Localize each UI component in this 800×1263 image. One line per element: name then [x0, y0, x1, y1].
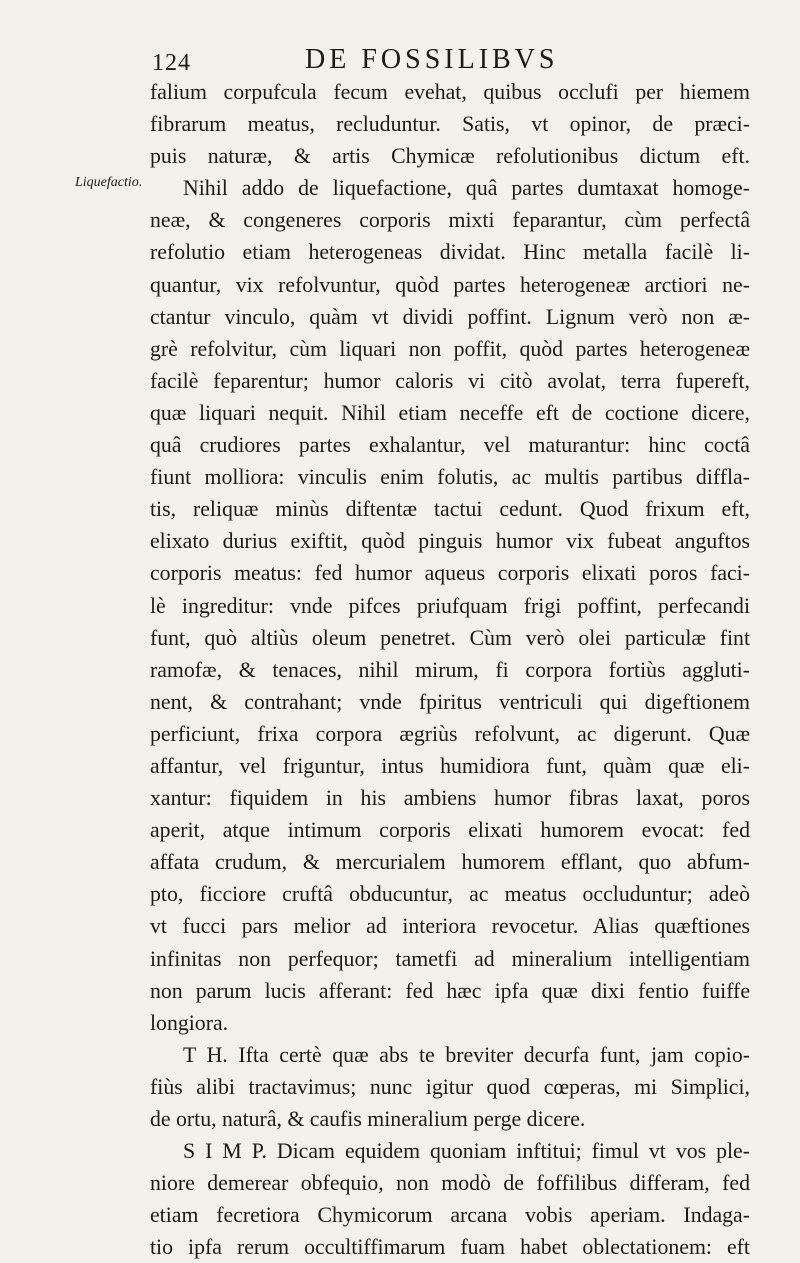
text-line: longiora.	[150, 1010, 229, 1035]
text-line: quæ liquari nequit. Nihil etiam neceffe eft de coctione dicere,	[150, 400, 750, 425]
text-line: affantur, vel friguntur, intus humidiora funt, quàm quæ eli-	[150, 753, 750, 778]
text-line: ctantur vinculo, quàm vt dividi poffint. Lignum verò non æ-	[150, 304, 750, 329]
text-line: Nihil addo de liquefactione, quâ partes dumtaxat homoge-	[183, 176, 750, 201]
margin-note: Liquefactio.	[75, 175, 143, 190]
text-line: affata crudum, & mercurialem humorem efflant, quo abfum-	[150, 850, 750, 875]
text-line: nent, & contrahant; vnde fpiritus ventriculi qui digeftionem	[150, 689, 750, 714]
text-line: tio ipfa rerum occultiffimarum fuam habet oblectationem: eft	[150, 1235, 750, 1260]
text-line: fiunt molliora: vinculis enim folutis, ac multis partibus diffla-	[150, 465, 750, 490]
text-line: neæ, & congeneres corporis mixti feparantur, cùm perfectâ	[150, 208, 750, 233]
text-line: aperit, atque intimum corporis elixati humorem evocat: fed	[150, 818, 750, 843]
text-line: falium corpufcula fecum evehat, quibus occlufi per hiemem	[150, 80, 750, 104]
text-line: lè ingreditur: vnde pifces priufquam frigi poffint, perfecandi	[150, 593, 750, 618]
text-line: etiam fecretiora Chymicorum arcana vobis aperiam. Indaga-	[150, 1203, 750, 1228]
text-line: ramofæ, & tenaces, nihil mirum, fi corpora fortiùs aggluti-	[150, 657, 750, 682]
text-line: pto, ficciore cruftâ obducuntur, ac meatus occluduntur; adeò	[150, 882, 750, 907]
text-line: vt fucci pars melior ad interiora revocetur. Alias quæftiones	[150, 914, 750, 939]
text-line: de ortu, naturâ, & caufis mineralium perge dicere.	[150, 1107, 586, 1131]
text-line: S I M P. Dicam equidem quoniam inftitui; fimul vt vos ple-	[183, 1139, 750, 1164]
text-line: non parum lucis afferant: fed hæc ipfa quæ dixi fentio fuiffe	[150, 978, 750, 1003]
text-line: grè refolvitur, cùm liquari non poffit, quòd partes heterogeneæ	[150, 336, 750, 361]
text-line: refolutio etiam heterogeneas dividat. Hinc metalla facilè li-	[150, 240, 750, 265]
text-line: niore demerear obfequio, non modò de foffilibus differam, fed	[150, 1171, 750, 1196]
text-line: infinitas non perfequor; tametfi ad mineralium intelligentiam	[150, 946, 750, 971]
text-line: puis naturæ, & artis Chymicæ refolutionibus dictum eft.	[150, 144, 750, 169]
text-line: perficiunt, frixa corpora ægriùs refolvunt, ac digerunt. Quæ	[150, 721, 750, 746]
text-line: funt, quò altiùs oleum penetret. Cùm verò olei particulæ fint	[150, 625, 750, 650]
body-text	[150, 76, 750, 1263]
text-line: T H. Ifta certè quæ abs te breviter decurfa funt, jam copio-	[183, 1042, 750, 1067]
text-line: corporis meatus: fed humor aqueus corporis elixati poros faci-	[150, 561, 750, 586]
text-line: tis, reliquæ minùs diftentæ tactui cedunt. Quod frixum eft,	[150, 497, 750, 522]
text-line: fibrarum meatus, recluduntur. Satis, vt opinor, de præci-	[150, 112, 750, 137]
text-line: quantur, vix refolvuntur, quòd partes heterogeneæ arctiori ne-	[150, 272, 750, 297]
page-number: 124	[152, 50, 191, 76]
text-line: quâ crudiores partes exhalantur, vel maturantur: hinc coctâ	[150, 433, 750, 458]
text-line: xantur: fiquidem in his ambiens humor fibras laxat, poros	[150, 786, 750, 811]
text-line: fiùs alibi tractavimus; nunc igitur quod cœperas, mi Simplici,	[150, 1074, 750, 1099]
text-line: elixato durius exiftit, quòd pinguis humor vix fubeat anguftos	[150, 529, 750, 554]
running-title: DE FOSSILIBVS	[305, 44, 559, 75]
text-line: facilè feparentur; humor caloris vi citò avolat, terra fupereft,	[150, 368, 750, 393]
